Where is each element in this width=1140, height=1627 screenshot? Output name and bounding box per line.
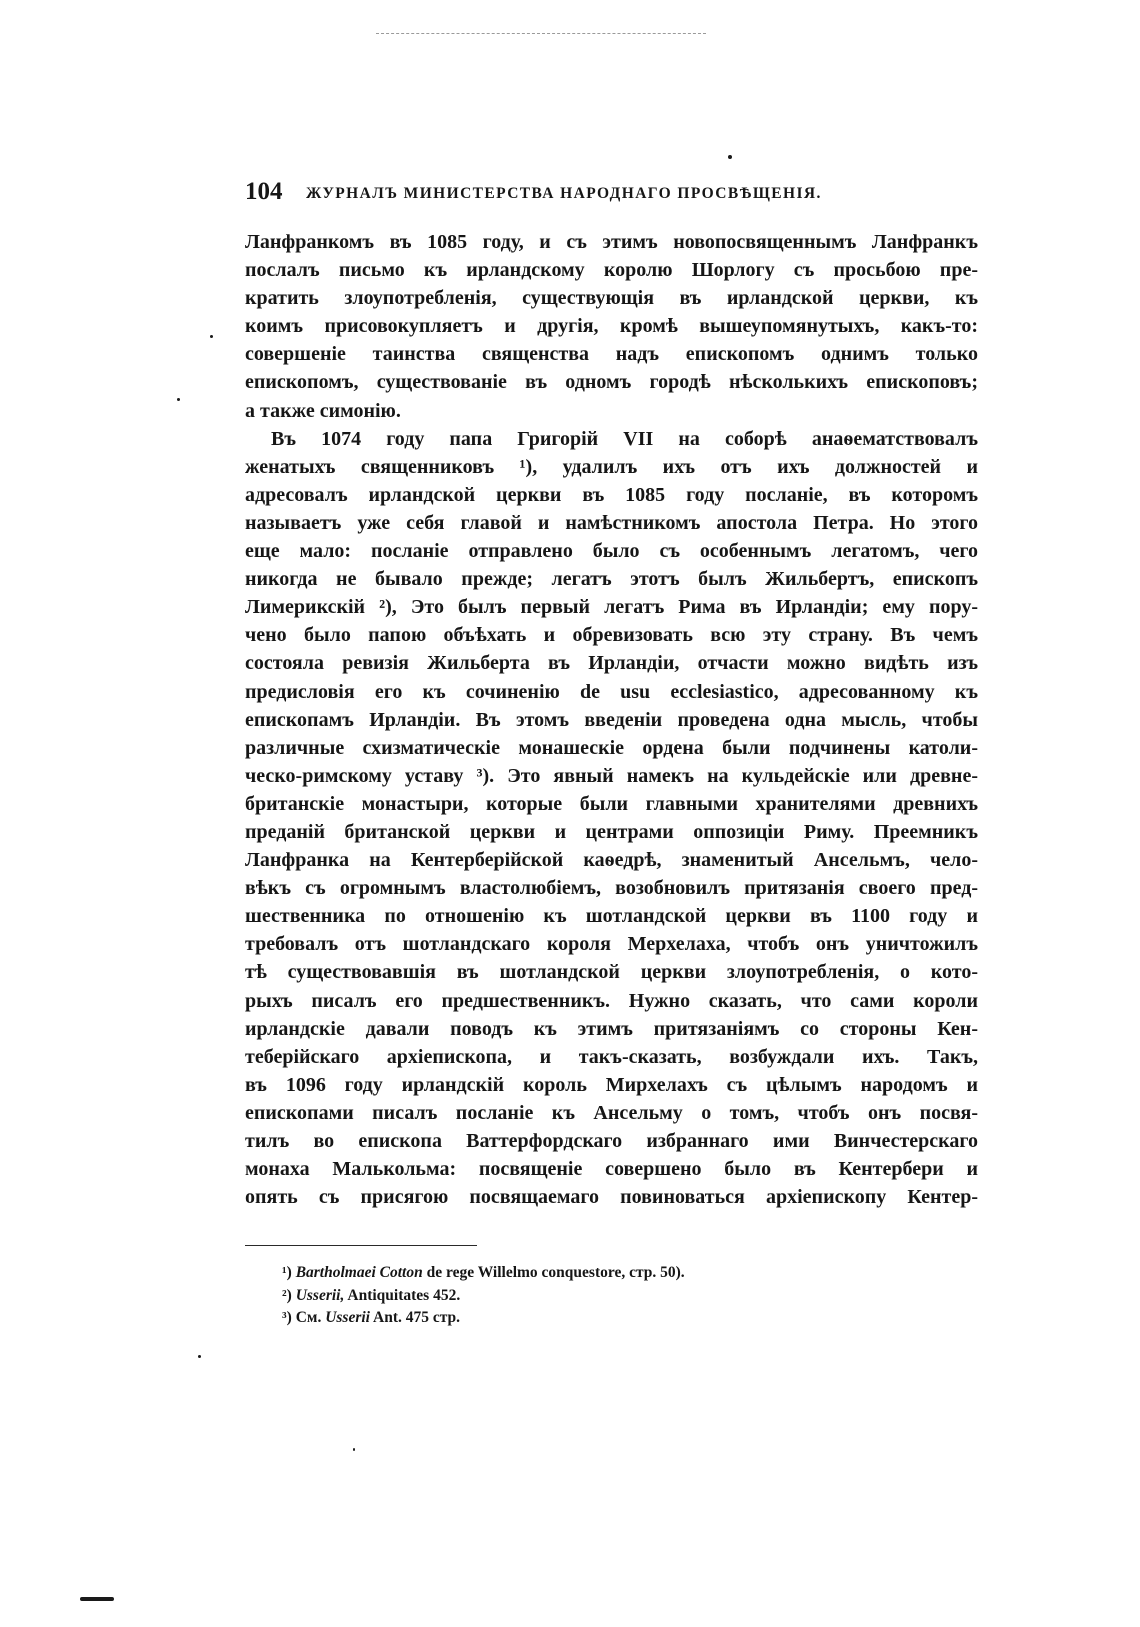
text-line: Ланфранка на Кентерберійской каѳедрѣ, знаменитый Ансельмъ, чело- xyxy=(245,849,978,872)
text-line: называетъ уже себя главой и намѣстникомъ апостола Петра. Но этого xyxy=(245,511,978,534)
text-line: преданій британской церкви и центрами оппозиціи Риму. Преемникъ xyxy=(245,820,978,843)
footnote-2 xyxy=(282,1285,882,1308)
footnote-marker: ¹) xyxy=(282,1264,292,1281)
footnote-author: Bartholmaei Cotton xyxy=(295,1264,423,1281)
text-line: епископамъ Ирландіи. Въ этомъ введеніи проведена одна мысль, чтобы xyxy=(245,708,978,731)
text-line: теберійскаго архіепископа, и такъ-сказать, возбуждали ихъ. Такъ, xyxy=(245,1045,978,1068)
text-line: шественника по отношенію къ шотландской церкви въ 1100 году и xyxy=(245,905,978,928)
text-line: въ 1096 году ирландскій король Мирхелахъ съ цѣлымъ народомъ и xyxy=(245,1073,978,1096)
text-line: Лимерикскій ²), Это былъ первый легатъ Рима въ Ирландіи; ему пору- xyxy=(245,596,978,619)
text-line: различные схизматическіе монашескіе ордена были подчинены католи- xyxy=(245,736,978,759)
text-line: коимъ присовокупляетъ и другія, кромѣ вышеупомянутыхъ, какъ-то: xyxy=(245,315,978,338)
footnote-text: de rege Willelmo conquestore, стр. 50). xyxy=(422,1264,685,1281)
text-line: никогда не бывало прежде; легатъ этотъ былъ Жильбертъ, епископъ xyxy=(245,568,978,591)
scan-speck xyxy=(177,398,180,401)
text-line: адресовалъ ирландской церкви въ 1085 году посланіе, въ которомъ xyxy=(245,483,978,506)
text-line: Ланфранкомъ въ 1085 году, и съ этимъ новопосвященнымъ Ланфранкъ xyxy=(245,231,978,253)
text-line: рыхъ писалъ его предшественникъ. Нужно сказать, что сами короли xyxy=(245,989,978,1012)
text-line: епископами писалъ посланіе къ Ансельму о томъ, чтобъ онъ посвя- xyxy=(245,1101,978,1124)
footnote-3 xyxy=(282,1307,882,1330)
footnote-1 xyxy=(282,1262,882,1285)
text-line: совершеніе таинства священства надъ епископомъ однимъ только xyxy=(245,343,978,366)
text-line: предисловія его къ сочиненію de usu ecclesiastico, адресованному къ xyxy=(245,680,978,703)
footnote-separator xyxy=(245,1245,477,1246)
text-line: Въ 1074 году папа Григорій VII на соборѣ анаѳематствовалъ xyxy=(271,427,978,450)
footnote-author: Usserii xyxy=(325,1309,370,1326)
text-line: ирландскіе давали поводъ къ этимъ притязаніямъ со стороны Кен- xyxy=(245,1017,978,1040)
scan-speck xyxy=(353,1448,355,1451)
text-line: епископомъ, существованіе въ одномъ городѣ нѣсколькихъ епископовъ; xyxy=(245,371,978,394)
footnote-marker: ³) xyxy=(282,1309,292,1326)
body-text xyxy=(245,228,978,1211)
footnote-text: Antiquitates 452. xyxy=(344,1286,461,1304)
text-line: вѣкъ съ огромнымъ властолюбіемъ, возобновилъ притязанія своего пред- xyxy=(245,877,978,900)
footnote-text: Ant. 475 стр. xyxy=(370,1309,461,1326)
text-line: кратить злоупотребленія, существующія въ ирландской церкви, къ xyxy=(245,287,978,310)
scan-speck xyxy=(80,1597,114,1601)
text-line: женатыхъ священниковъ ¹), удалилъ ихъ отъ ихъ должностей и xyxy=(245,455,978,478)
text-line: еще мало: посланіе отправлено было съ особеннымъ легатомъ, чего xyxy=(245,540,978,563)
text-line: чено было папою объѣхать и обревизовать всю эту страну. Въ чемъ xyxy=(245,624,978,647)
text-line: ческо-римскому уставу ³). Это явный намекъ на кульдейскіе или древне- xyxy=(245,764,978,787)
text-line: требовалъ отъ шотландскаго короля Мерхелаха, чтобъ онъ уничтожилъ xyxy=(245,933,978,956)
text-line: тилъ во епископа Ваттерфордскаго избраннаго ими Винчестерскаго xyxy=(245,1130,978,1152)
page-header xyxy=(245,178,980,218)
text-line: монаха Малькольма: посвященіе совершено было въ Кентербери и xyxy=(245,1158,978,1181)
footnote-prefix: См. xyxy=(295,1309,326,1326)
text-line: состояла ревизія Жильберта въ Ирландіи, отчасти можно видѣть изъ xyxy=(245,652,978,675)
text-line: опять съ присягою посвящаемаго повиноваться архіепископу Кентер- xyxy=(245,1186,978,1209)
page-number: 104 xyxy=(245,178,283,205)
scan-speck xyxy=(728,155,732,159)
running-title: ЖУРНАЛЪ МИНИСТЕРСТВА НАРОДНАГО ПРОСВѢЩЕНІЯ. xyxy=(306,185,822,202)
footnote-author: Usserii, xyxy=(295,1286,345,1304)
text-line: послалъ письмо къ ирландскому королю Шорлогу съ просьбою пре- xyxy=(245,259,978,282)
footnote-marker: ²) xyxy=(282,1286,292,1304)
top-scan-rule xyxy=(376,33,706,34)
text-line: тѣ существовавшія въ шотландской церкви злоупотребленія, о кото- xyxy=(245,961,978,984)
text-line: а также симонію. xyxy=(245,399,401,422)
scan-speck xyxy=(210,335,213,338)
text-line: британскіе монастыри, которые были главными хранителями древнихъ xyxy=(245,792,978,815)
footnotes xyxy=(282,1262,882,1330)
scan-speck xyxy=(198,1355,201,1358)
